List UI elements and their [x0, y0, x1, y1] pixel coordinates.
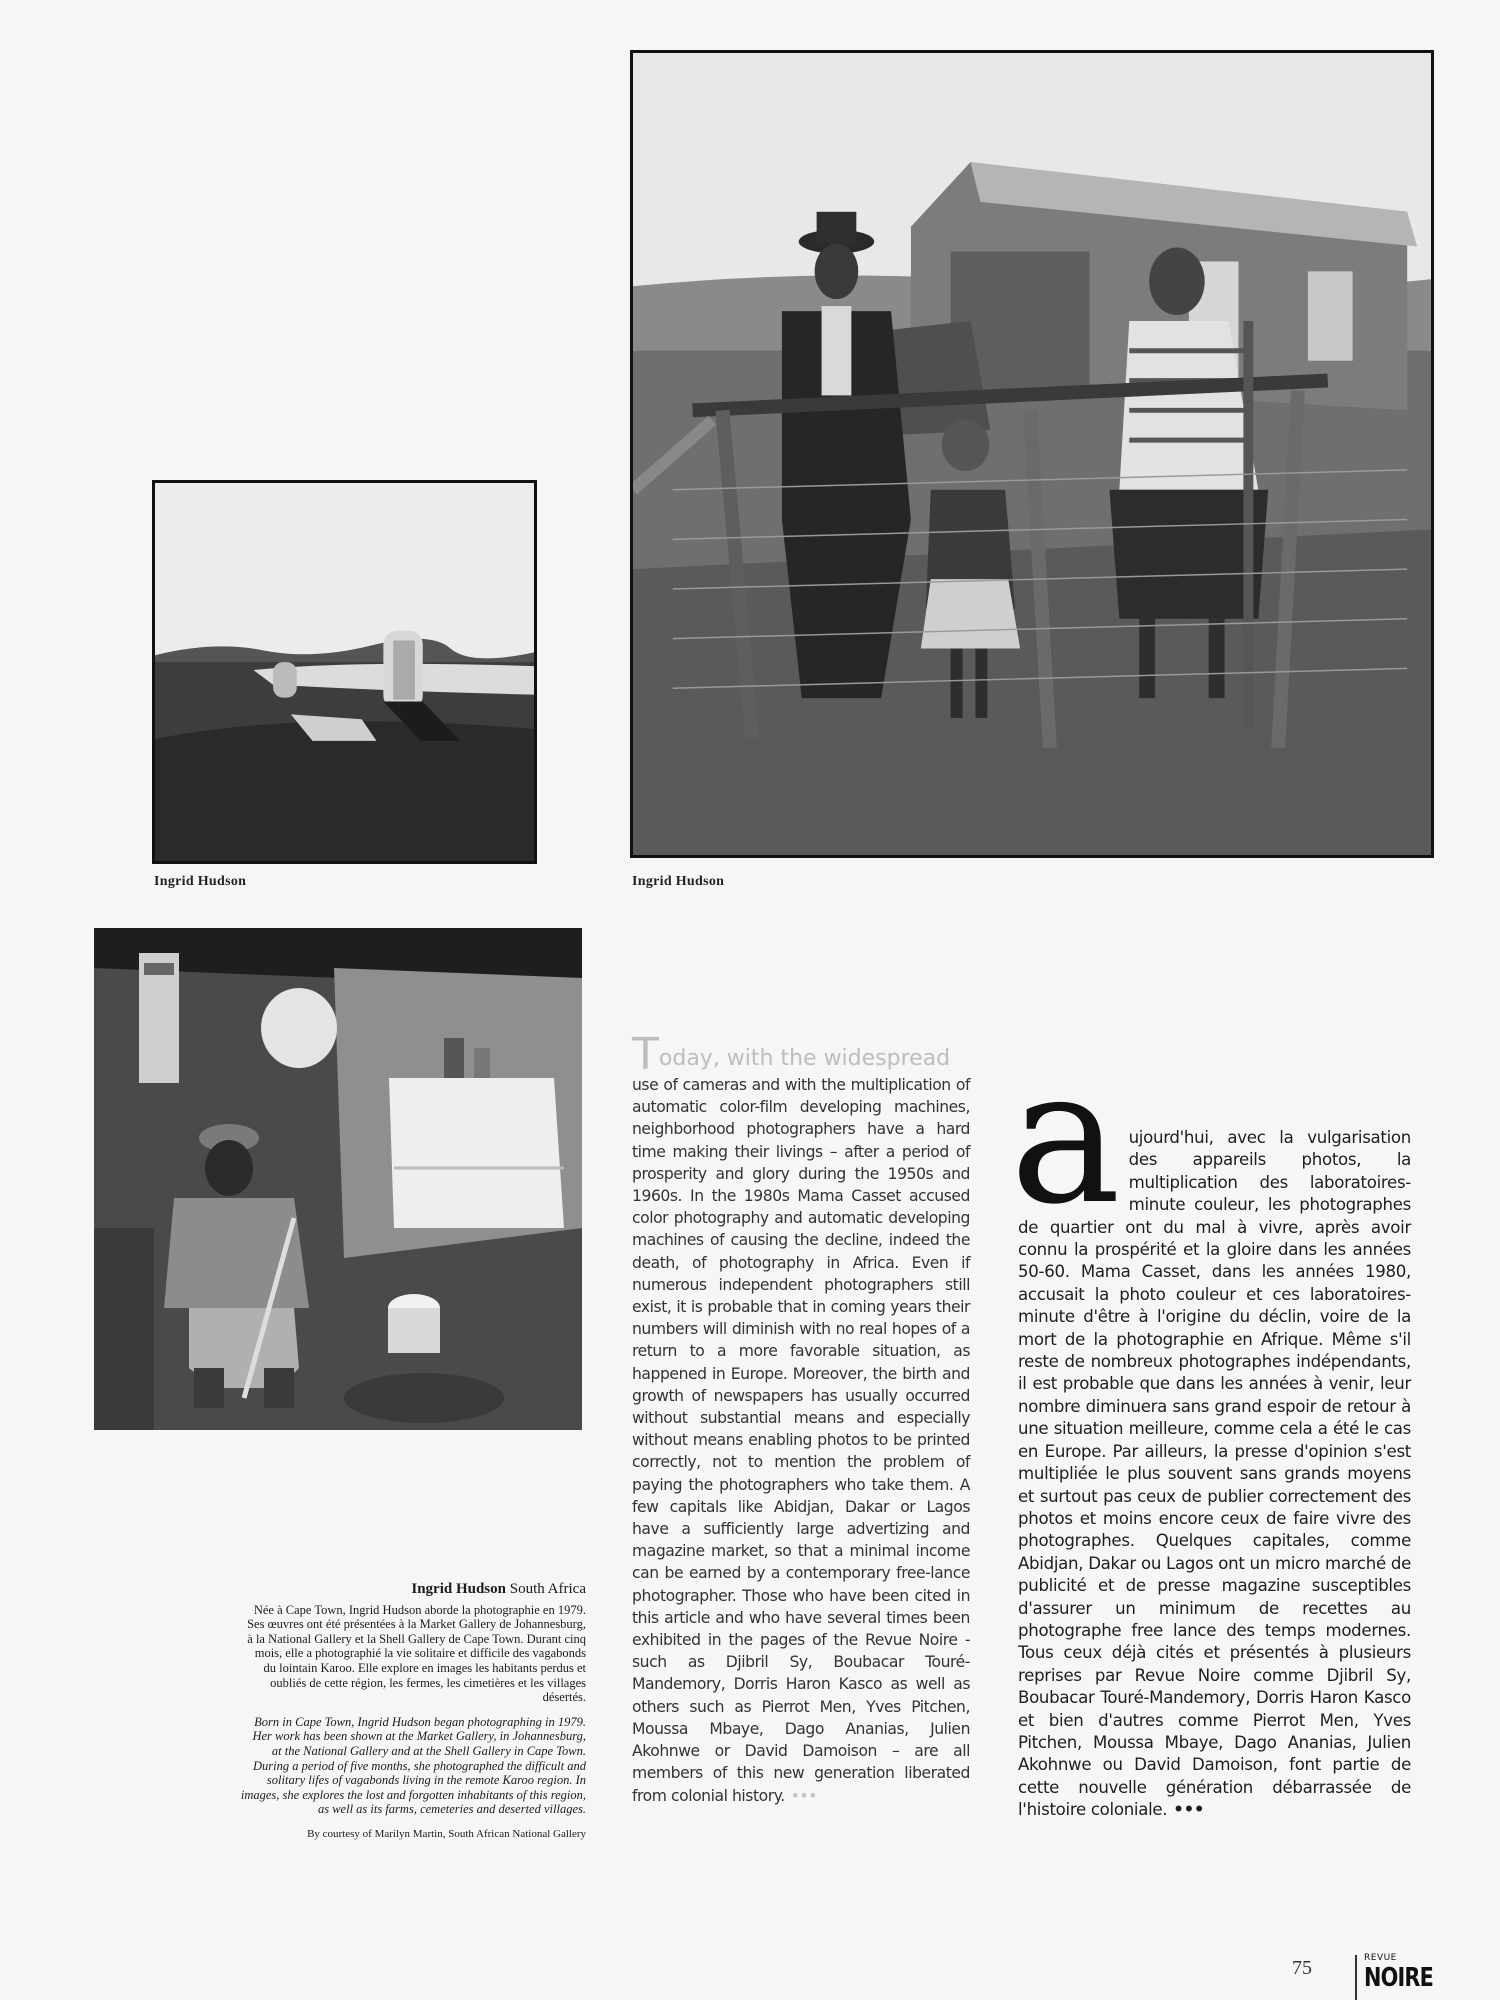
english-lead-initial: T [632, 1029, 659, 1080]
bio-region: South Africa [506, 1581, 586, 1597]
french-article-body: ujourd'hui, avec la vulgarisation des appareils photos, la multiplication des laboratoires-minute couleur, les photographes de quartier ont du mal à vivre, après avoir connu la prospérité et la gloire dans les années 50-60. Mama Casset, dans les années 1980, accusait la photo couleur et ces laboratoires-minute d'être à l'origine du déclin, voire de la mort de la photographie en Afrique. Même s'il reste de nombreux photographes indépendants, il est probable que dans les années à venir, leur nombre diminuera sans grand espoir de retour à une situation meilleure, comme cela a été le cas en Europe. Par ailleurs, la presse d'opinion s'est multipliée le plus souvent sans grands moyens et surtout pas ceux de publier correctement des photos et moins encore ceux de faire vivre des photographes. Quelques capitales, comme Abidjan, Dakar ou Lagos ont un micro marché de publicité et de presse magazine susceptibles d'assurer un minimum de recettes au photographe free lance des temps modernes. Tous ceux déjà cités et présentés à plusieurs reprises par Revue Noire comme Djibril Sy, Boubacar Touré-Mandemory, Dorris Haron Kasco et bien d'autres comme Pierrot Men, Yves Pitchen, Moussa Mbaye, Dago Ananias, Julien Akohnwe ou David Damoison, font partie de cette nouvelle génération débarrassée de l'histoire coloniale. [1018, 1128, 1411, 1820]
logo-top-text: REVUE [1364, 1953, 1397, 1963]
english-article-column [632, 1029, 970, 1807]
logo-bottom-text: NOIRE [1364, 1963, 1434, 1993]
revue-noire-logo [1364, 1953, 1434, 1993]
photo-interior-seated-man [94, 928, 582, 1430]
footer-divider [1355, 1955, 1357, 2000]
french-drop-cap: a [1010, 1028, 1121, 1245]
english-end-mark: ••• [790, 1786, 818, 1805]
photo-graveyard [152, 480, 537, 864]
bio-courtesy: By courtesy of Marilyn Martin, South African National Gallery [307, 1827, 586, 1840]
photo-credit-family: Ingrid Hudson [632, 874, 725, 889]
interior-photo-image [94, 928, 582, 1430]
bio-english: Born in Cape Town, Ingrid Hudson began photographing in 1979. Her work has been shown at the Market Gallery, in Johannesburg, at the National Gallery and at the Shell Gallery in Cape Town. During a period of five months, she photographed the difficult and solitary lifes of vagabonds living in the remote Karoo region. In images, she explores the lost and forgotten inhabitants of this region, as well as its farms, cemeteries and deserted villages. [240, 1714, 586, 1817]
english-lead-rest: oday, with the widespread [658, 1046, 951, 1071]
photo-credit-graveyard: Ingrid Hudson [154, 874, 247, 889]
photo-family-fence [630, 50, 1434, 858]
bio-name: Ingrid Hudson [411, 1581, 506, 1597]
bio-french: Née à Cape Town, Ingrid Hudson aborde la photographie en 1979. Ses œuvres ont été présentées à la Market Gallery de Johannesburg, à la National Gallery et la Shell Gallery de Cape Town. Durant cinq mois, elle a photographié la vie solitaire et difficile des vagabonds du lointain Karoo. Elle explore en images les habitants perdus et oubliés de cette région, les fermes, les cimetières et les villages désertés. [247, 1602, 586, 1705]
graveyard-photo-image [155, 483, 534, 861]
family-photo-image [633, 53, 1431, 855]
french-article-column [1010, 1028, 1411, 1822]
photographer-bio [240, 1582, 586, 1842]
bio-heading [240, 1582, 586, 1597]
english-lead-line [632, 1029, 970, 1080]
french-end-mark: ••• [1173, 1800, 1205, 1820]
english-article-body: use of cameras and with the multiplication of automatic color-film developing machines, neighborhood photographers have a hard time making their livings – after a period of prosperity and glory during the 1950s and 1960s. In the 1980s Mama Casset accused color photography and automatic developing machines of causing the decline, indeed the death, of photography in Africa. Even if numerous independent photographers still exist, it is probable that in coming years their numbers will diminish with no real hopes of a return to a more favorable situation, as happened in Europe. Moreover, the birth and growth of newspapers has usually occurred without substantial means and especially without means enabling photos to be printed correctly, not to mention the problem of paying the photographers who take them. A few capitals like Abidjan, Dakar or Lagos have a sufficiently large advertizing and magazine market, so that a minimal income can be earned by a contemporary free-lance photographer. Those who have been cited in this article and who have several times been exhibited in the pages of the Revue Noire - such as Djibril Sy, Boubacar Touré-Mandemory, Dorris Haron Kasco as well as others such as Pierrot Men, Yves Pitchen, Moussa Mbaye, Dago Ananias, Julien Akohnwe or David Damoison – are all members of this new generation liberated from colonial history. [632, 1076, 970, 1805]
page-number: 75 [1292, 1957, 1312, 1979]
